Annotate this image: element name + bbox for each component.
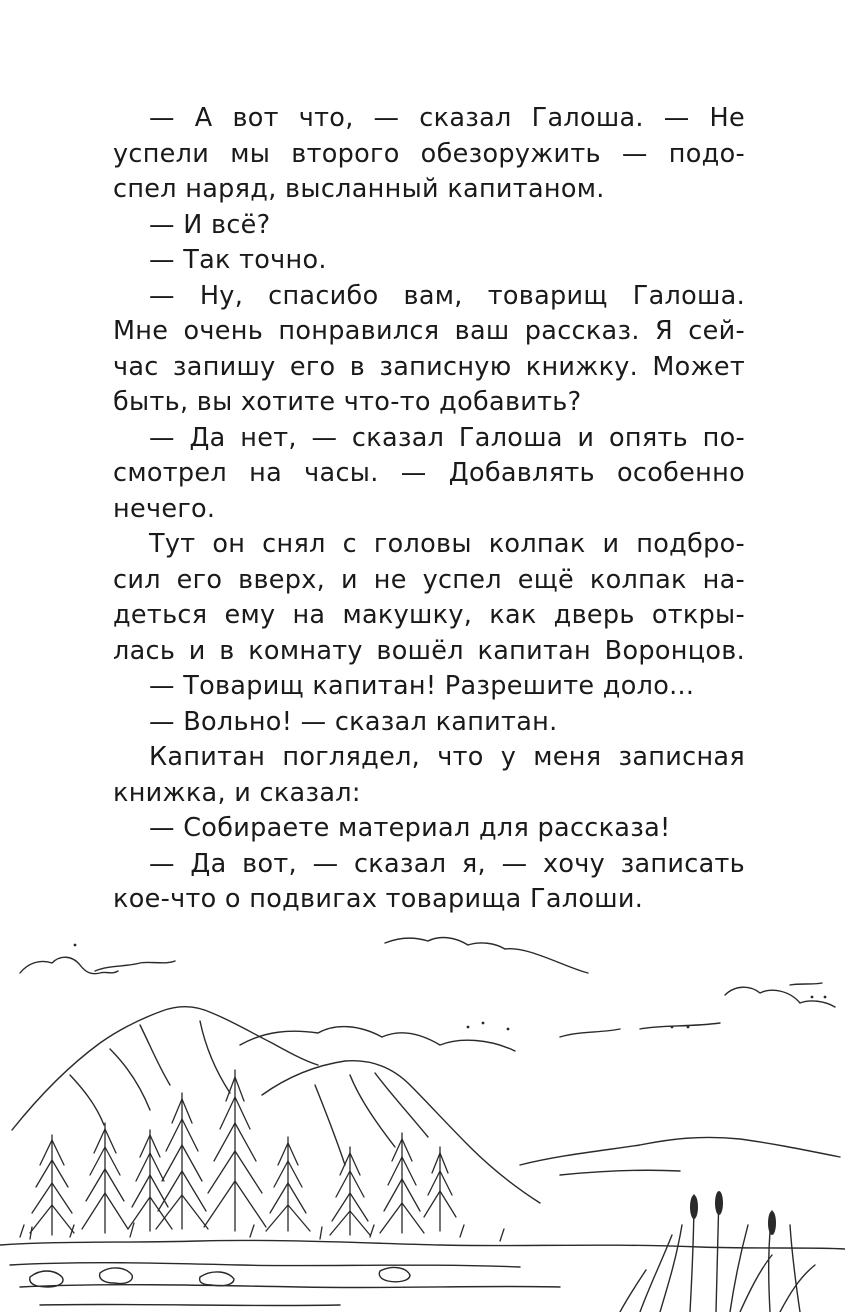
rocks — [30, 1271, 63, 1287]
hills-right — [520, 1137, 840, 1165]
landscape-illustration — [0, 925, 845, 1312]
text-line: — Собираете материал для рассказа! — [149, 813, 671, 843]
text-line: книжка, и сказал: — [113, 777, 361, 808]
body-text — [113, 101, 745, 918]
text-line: — Товарищ капитан! Разрешите доло... — [149, 671, 695, 701]
birds — [74, 944, 827, 1031]
fir-tree — [204, 1070, 266, 1231]
text-line: успели мы второго обезоружить — подо- — [113, 138, 745, 169]
text-line: — Вольно! — сказал капитан. — [149, 706, 558, 737]
text-line: кое-что о подвигах товарища Галоши. — [113, 884, 644, 914]
cattails — [690, 1191, 776, 1235]
text-line: — Так точно. — [149, 245, 327, 275]
text-line: смотрел на часы. — Добавлять особенно — [113, 458, 745, 488]
text-line: — А вот что, — сказал Галоша. — Не — [149, 103, 745, 133]
cloud-left — [20, 957, 118, 973]
text-line: — Да нет, — сказал Галоша и опять по- — [149, 422, 745, 453]
text-line: Мне очень понравился ваш рассказ. Я сей- — [113, 316, 745, 346]
cloud-center — [385, 938, 588, 973]
text-line: — Да вот, — сказал я, — хочу записать — [149, 848, 745, 879]
text-line: спел наряд, высланный капитаном. — [113, 174, 605, 204]
landscape-sketch — [0, 925, 845, 1312]
fir-tree — [330, 1147, 370, 1235]
fir-tree — [82, 1123, 128, 1233]
text-line: — Ну, спасибо вам, товарищ Галоша. — [149, 280, 745, 311]
text-line: нечего. — [113, 493, 216, 524]
fir-tree — [266, 1137, 310, 1231]
fir-tree — [380, 1133, 424, 1233]
text-line: — И всё? — [149, 209, 271, 240]
text-line: лась и в комнату вошёл капитан Воронцов. — [113, 635, 745, 666]
text-line: час запишу его в записную книжку. Может — [113, 351, 745, 382]
text-line: Тут он снял с головы колпак и подбро- — [149, 529, 745, 559]
mountain-left — [12, 1007, 318, 1130]
text-line: сил его вверх, и не успел ещё колпак на- — [113, 564, 745, 595]
cloud-right — [725, 987, 835, 1007]
text-line: быть, вы хотите что-то добавить? — [113, 387, 582, 417]
fir-tree — [30, 1135, 74, 1235]
text-line: Капитан поглядел, что у меня записная — [149, 742, 745, 772]
text-line: деться ему на макушку, как дверь откры- — [113, 600, 745, 630]
fir-tree — [156, 1093, 208, 1229]
fir-tree — [424, 1147, 456, 1231]
